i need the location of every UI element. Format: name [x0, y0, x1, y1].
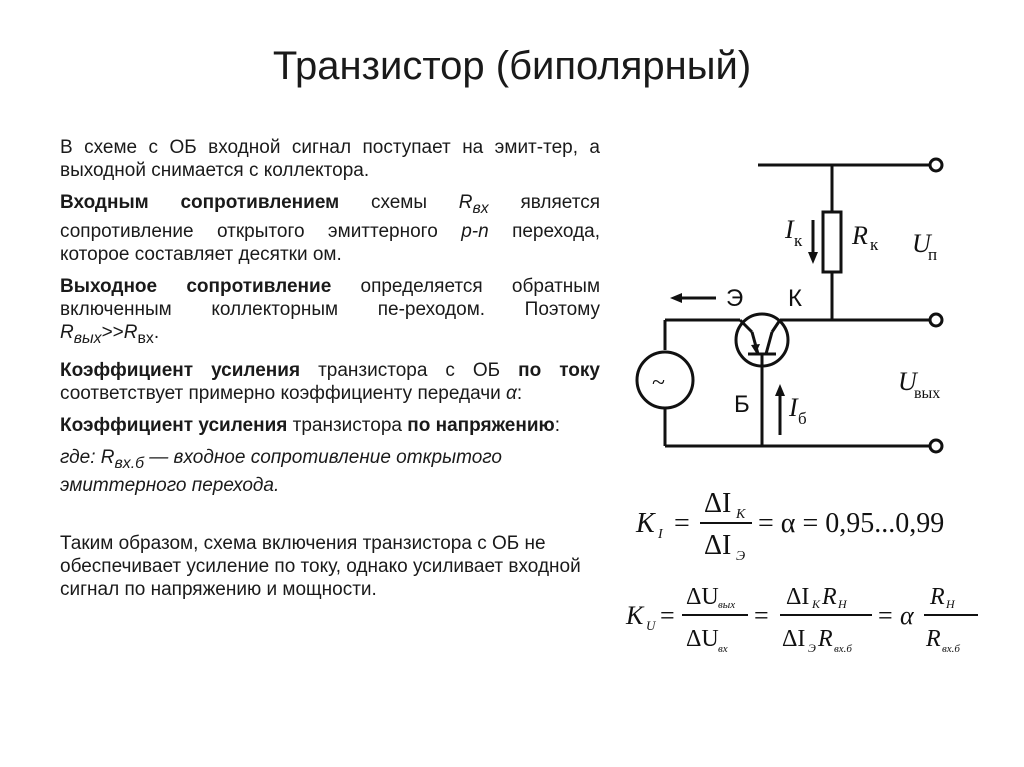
formula-sub: Э — [736, 549, 746, 564]
formula-sub: Н — [946, 597, 955, 611]
label-rk-sub: к — [870, 235, 879, 254]
formula-lhs: K — [626, 601, 644, 630]
slide-title: Транзистор (биполярный) — [272, 44, 752, 88]
formula-sub: вых — [718, 599, 736, 611]
bold-term: по напряжению — [407, 414, 555, 436]
formula-num: R — [930, 584, 945, 610]
label-ib-sub: б — [798, 409, 807, 428]
bold-term: Входным сопротивлением — [60, 192, 340, 213]
bold-term: по току — [518, 359, 600, 381]
text-span: соответствует примерно коэффициенту передачи — [60, 382, 507, 404]
label-uout: U — [898, 367, 917, 396]
paragraph-6 — [60, 446, 600, 498]
body-text — [60, 136, 600, 610]
svg-text:=: = — [754, 601, 769, 630]
text-span: является сопротивление открытого эмиттерного — [60, 192, 600, 242]
subscript: вх.б — [114, 454, 144, 472]
label-ib: I — [789, 393, 798, 422]
text-span: >> — [101, 321, 124, 343]
formula-voltage-gain — [624, 578, 984, 662]
paragraph-1: В схеме с ОБ входной сигнал поступает на эмит-тер, а выходной снимается с коллектора. — [60, 137, 600, 181]
formula-den: ΔI — [704, 530, 732, 561]
label-ik-sub: к — [794, 231, 803, 250]
paragraph-4 — [60, 359, 600, 405]
text-span: транзистора — [287, 414, 408, 436]
formula-den: ΔI — [782, 626, 806, 652]
formula-num: ΔI — [786, 584, 810, 610]
bold-term: Коэффициент усиления — [60, 359, 301, 381]
svg-text:=: = — [878, 601, 893, 630]
alpha-symbol: α — [506, 382, 517, 404]
svg-text:=: = — [674, 508, 690, 539]
paragraph-7: Таким образом, схема включения транзистора с ОБ не обеспечивает усиление по току, однако усиливает входной сигнал по напряжению и мощности. — [60, 533, 581, 601]
formula-lhs: K — [636, 508, 655, 539]
formula-den: R — [926, 626, 941, 652]
symbol-r: R — [60, 321, 74, 343]
label-base: Б — [734, 391, 750, 418]
bold-term: Коэффициент усиления — [60, 414, 288, 436]
formula-sub: вх — [718, 643, 728, 655]
symbol-r: R — [123, 321, 138, 343]
text-span: : — [554, 414, 561, 436]
paragraph-3 — [60, 275, 600, 350]
formula-sub: U — [646, 618, 656, 633]
paragraph-5 — [60, 414, 600, 437]
pn-term: p-n — [461, 220, 489, 242]
label-ik: I — [785, 215, 794, 244]
symbol-r: R — [458, 192, 473, 213]
subscript: вых — [73, 329, 102, 347]
formula-num: ΔU — [686, 584, 719, 610]
formula-sub: Н — [838, 597, 847, 611]
subscript: вх — [472, 199, 489, 217]
label-up: U — [912, 229, 931, 258]
label-up-sub: п — [928, 245, 938, 264]
formula-alpha: α — [900, 601, 914, 630]
formula-den: R — [818, 626, 833, 652]
text-span: перехода, которое составляет десятки ом. — [60, 220, 601, 265]
text-span: : — [516, 382, 523, 404]
formula-den: ΔU — [686, 626, 719, 652]
formula-sub: K — [812, 597, 821, 611]
italic-text: где: R — [60, 446, 115, 468]
label-rk: R — [852, 221, 868, 250]
label-emitter: Э — [726, 285, 744, 312]
text-span: . — [153, 321, 160, 343]
label-collector: К — [788, 285, 802, 312]
text-span: транзистора с ОБ — [300, 359, 519, 381]
source-symbol: ~ — [652, 370, 665, 396]
italic-text: — входное сопротивление открытого эмиттерного перехода. — [60, 446, 503, 497]
text-span: определяется обратным включенным коллекторным пе-реходом. Поэтому — [60, 275, 601, 320]
formula-num: ΔI — [704, 488, 732, 519]
formula-sub: вх.б — [834, 643, 852, 655]
text-span: схемы — [339, 192, 459, 213]
bold-term: Выходное сопротивление — [60, 275, 332, 297]
formula-rhs: = α = 0,95...0,99 — [758, 508, 945, 539]
circuit-diagram — [630, 140, 960, 470]
formula-sub: вх.б — [942, 643, 960, 655]
formula-sub: I — [658, 527, 663, 542]
svg-text:=: = — [660, 601, 675, 630]
subscript: вх — [137, 329, 154, 347]
formula-sub: Э — [808, 641, 816, 655]
label-uout-sub: вых — [914, 385, 941, 402]
formula-sub: K — [736, 507, 746, 522]
paragraph-2 — [60, 191, 600, 266]
formula-num: R — [822, 584, 837, 610]
formula-current-gain — [634, 486, 984, 566]
